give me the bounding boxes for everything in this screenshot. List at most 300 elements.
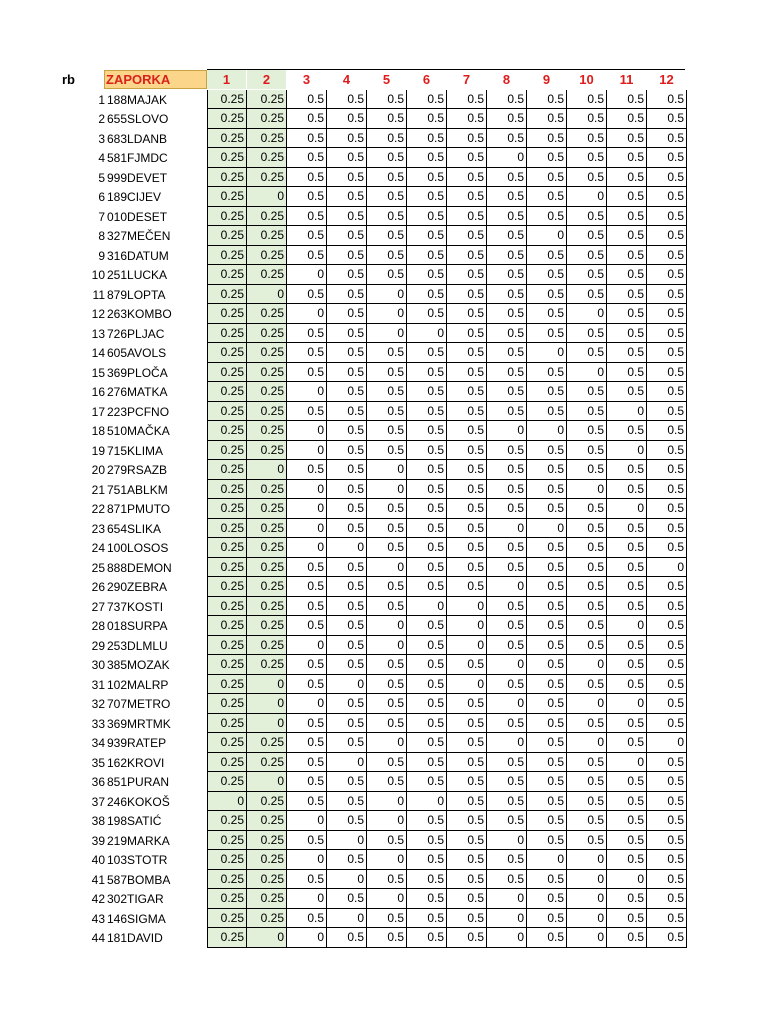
score-cell[interactable]: 0	[327, 909, 367, 929]
score-cell[interactable]: 0	[287, 265, 327, 285]
score-cell[interactable]: 0.5	[327, 655, 367, 675]
score-cell[interactable]: 0.5	[407, 246, 447, 266]
score-cell[interactable]: 0.5	[407, 850, 447, 870]
score-cell[interactable]: 0.5	[527, 207, 567, 227]
score-cell[interactable]: 0.5	[487, 636, 527, 656]
score-cell[interactable]: 0	[447, 597, 487, 617]
score-cell[interactable]: 0	[367, 636, 407, 656]
zaporka-cell[interactable]: 102MALRP	[107, 677, 169, 692]
score-cell[interactable]: 0.5	[647, 265, 687, 285]
score-cell[interactable]: 0.5	[327, 109, 367, 129]
score-cell[interactable]: 0.5	[567, 772, 607, 792]
row-number[interactable]: 2	[98, 112, 105, 126]
score-cell[interactable]: 0.5	[407, 519, 447, 539]
row-number[interactable]: 10	[91, 268, 105, 282]
score-cell[interactable]: 0.25	[247, 480, 287, 500]
score-cell[interactable]: 0.5	[447, 265, 487, 285]
score-cell[interactable]: 0.5	[287, 460, 327, 480]
score-cell[interactable]: 0.5	[647, 792, 687, 812]
score-cell[interactable]: 0.5	[487, 597, 527, 617]
score-cell[interactable]: 0.5	[487, 129, 527, 149]
score-cell[interactable]: 0	[247, 675, 287, 695]
score-cell[interactable]: 0	[607, 616, 647, 636]
score-cell[interactable]: 0.5	[527, 363, 567, 383]
score-cell[interactable]: 0.5	[607, 207, 647, 227]
score-cell[interactable]: 0	[247, 714, 287, 734]
zaporka-cell[interactable]: 510MAČKA	[107, 424, 170, 438]
row-number[interactable]: 5	[98, 170, 105, 185]
score-cell[interactable]: 0	[327, 753, 367, 773]
row-number[interactable]: 42	[91, 892, 105, 906]
score-cell[interactable]: 0.25	[247, 148, 287, 168]
score-cell[interactable]: 0.5	[407, 577, 447, 597]
zaporka-cell[interactable]: 146SIGMA	[107, 911, 166, 926]
score-cell[interactable]: 0.5	[527, 441, 567, 461]
score-cell[interactable]: 0.5	[487, 460, 527, 480]
score-cell[interactable]: 0.5	[607, 129, 647, 149]
zaporka-cell[interactable]: 219MARKA	[107, 833, 170, 848]
score-cell[interactable]: 0.5	[327, 343, 367, 363]
score-cell[interactable]: 0	[447, 675, 487, 695]
score-cell[interactable]: 0.5	[407, 148, 447, 168]
score-cell[interactable]: 0.5	[447, 538, 487, 558]
score-cell[interactable]: 0.5	[527, 928, 567, 948]
row-number[interactable]: 12	[91, 307, 105, 321]
zaporka-cell[interactable]: 327MEČEN	[107, 229, 171, 243]
score-cell[interactable]: 0.5	[447, 129, 487, 149]
score-cell[interactable]: 0.5	[447, 714, 487, 734]
score-cell[interactable]: 0.25	[207, 909, 247, 929]
score-cell[interactable]: 0.5	[447, 694, 487, 714]
score-cell[interactable]: 0.5	[647, 772, 687, 792]
score-cell[interactable]: 0.5	[567, 226, 607, 246]
score-cell[interactable]: 0.5	[527, 753, 567, 773]
zaporka-cell[interactable]: 654SLIKA	[107, 521, 162, 536]
score-cell[interactable]: 0	[367, 811, 407, 831]
score-cell[interactable]: 0.5	[607, 343, 647, 363]
score-cell[interactable]: 0	[367, 733, 407, 753]
score-cell[interactable]: 0.5	[447, 168, 487, 188]
row-number[interactable]: 32	[91, 697, 105, 711]
score-cell[interactable]: 0.5	[607, 558, 647, 578]
score-cell[interactable]: 0.5	[327, 460, 367, 480]
score-cell[interactable]: 0	[567, 655, 607, 675]
score-cell[interactable]: 0.25	[247, 597, 287, 617]
score-cell[interactable]: 0	[647, 558, 687, 578]
row-number[interactable]: 22	[91, 502, 105, 516]
score-cell[interactable]: 0.5	[647, 109, 687, 129]
score-cell[interactable]: 0.5	[407, 811, 447, 831]
score-cell[interactable]: 0	[567, 187, 607, 207]
row-number[interactable]: 25	[91, 560, 105, 575]
score-cell[interactable]: 0.5	[327, 285, 367, 305]
zaporka-cell[interactable]: 879LOPTA	[107, 287, 166, 302]
score-cell[interactable]: 0.5	[647, 460, 687, 480]
score-cell[interactable]: 0.5	[607, 363, 647, 383]
score-cell[interactable]: 0.5	[647, 343, 687, 363]
score-cell[interactable]: 0.5	[407, 441, 447, 461]
score-cell[interactable]: 0.5	[407, 772, 447, 792]
score-cell[interactable]: 0.5	[567, 714, 607, 734]
zaporka-cell[interactable]: 605AVOLS	[107, 346, 167, 360]
score-cell[interactable]: 0.5	[327, 441, 367, 461]
score-cell[interactable]: 0.25	[207, 772, 247, 792]
score-cell[interactable]: 0.5	[407, 168, 447, 188]
score-cell[interactable]: 0	[327, 538, 367, 558]
score-cell[interactable]: 0	[567, 304, 607, 324]
score-cell[interactable]: 0.5	[447, 324, 487, 344]
score-cell[interactable]: 0.5	[607, 324, 647, 344]
score-cell[interactable]: 0	[607, 441, 647, 461]
score-cell[interactable]: 0	[527, 421, 567, 441]
score-cell[interactable]: 0.5	[447, 655, 487, 675]
score-cell[interactable]: 0.5	[607, 733, 647, 753]
score-cell[interactable]: 0.5	[527, 324, 567, 344]
score-cell[interactable]: 0.5	[327, 616, 367, 636]
zaporka-cell[interactable]: 385MOZAK	[107, 658, 170, 672]
score-cell[interactable]: 0	[447, 636, 487, 656]
score-cell[interactable]: 0.5	[407, 343, 447, 363]
score-cell[interactable]: 0.5	[407, 753, 447, 773]
row-number[interactable]: 18	[91, 424, 105, 438]
score-cell[interactable]: 0.5	[287, 168, 327, 188]
score-cell[interactable]: 0.5	[287, 753, 327, 773]
score-cell[interactable]: 0	[607, 753, 647, 773]
score-cell[interactable]: 0	[247, 772, 287, 792]
score-cell[interactable]: 0	[367, 850, 407, 870]
score-cell[interactable]: 0.5	[287, 909, 327, 929]
score-cell[interactable]: 0.5	[527, 304, 567, 324]
score-cell[interactable]: 0.5	[327, 480, 367, 500]
score-cell[interactable]: 0	[367, 558, 407, 578]
score-cell[interactable]: 0	[367, 792, 407, 812]
score-cell[interactable]: 0.5	[447, 831, 487, 851]
score-cell[interactable]: 0.5	[447, 460, 487, 480]
row-number[interactable]: 40	[91, 853, 105, 867]
score-cell[interactable]: 0.5	[607, 90, 647, 110]
score-cell[interactable]: 0.5	[407, 109, 447, 129]
score-cell[interactable]: 0.5	[287, 285, 327, 305]
row-number[interactable]: 24	[91, 541, 105, 555]
score-cell[interactable]: 0.5	[487, 343, 527, 363]
score-cell[interactable]: 0.5	[447, 148, 487, 168]
score-cell[interactable]: 0.25	[207, 148, 247, 168]
score-cell[interactable]: 0	[287, 519, 327, 539]
score-cell[interactable]: 0.25	[207, 187, 247, 207]
score-cell[interactable]: 0	[447, 616, 487, 636]
column-header-4[interactable]: 4	[342, 72, 351, 87]
score-cell[interactable]: 0.5	[487, 811, 527, 831]
column-header-12[interactable]: 12	[659, 72, 674, 87]
score-cell[interactable]: 0	[527, 850, 567, 870]
score-cell[interactable]: 0.5	[287, 90, 327, 110]
score-cell[interactable]: 0.5	[367, 772, 407, 792]
score-cell[interactable]: 0.5	[367, 90, 407, 110]
score-cell[interactable]: 0.5	[647, 402, 687, 422]
score-cell[interactable]: 0.25	[207, 402, 247, 422]
score-cell[interactable]: 0.5	[287, 324, 327, 344]
score-cell[interactable]: 0	[567, 694, 607, 714]
score-cell[interactable]: 0.5	[487, 168, 527, 188]
zaporka-cell[interactable]: 939RATEP	[107, 736, 167, 750]
score-cell[interactable]: 0.5	[487, 714, 527, 734]
score-cell[interactable]: 0	[487, 694, 527, 714]
score-cell[interactable]: 0.5	[407, 694, 447, 714]
row-number[interactable]: 39	[91, 833, 105, 848]
score-cell[interactable]: 0.5	[607, 577, 647, 597]
score-cell[interactable]: 0.25	[207, 246, 247, 266]
score-cell[interactable]: 0.5	[527, 694, 567, 714]
score-cell[interactable]: 0.25	[247, 421, 287, 441]
score-cell[interactable]: 0.25	[207, 538, 247, 558]
score-cell[interactable]: 0.5	[367, 246, 407, 266]
score-cell[interactable]: 0.5	[567, 636, 607, 656]
score-cell[interactable]: 0.5	[647, 129, 687, 149]
score-cell[interactable]: 0.5	[487, 772, 527, 792]
score-cell[interactable]: 0.5	[567, 207, 607, 227]
score-cell[interactable]: 0.25	[207, 285, 247, 305]
score-cell[interactable]: 0	[247, 694, 287, 714]
score-cell[interactable]: 0.5	[367, 441, 407, 461]
score-cell[interactable]: 0.25	[247, 850, 287, 870]
score-cell[interactable]: 0	[487, 909, 527, 929]
row-number[interactable]: 3	[98, 131, 105, 146]
column-header-5[interactable]: 5	[382, 72, 391, 87]
score-cell[interactable]: 0.5	[607, 811, 647, 831]
score-cell[interactable]: 0.5	[527, 168, 567, 188]
score-cell[interactable]: 0.5	[407, 363, 447, 383]
score-cell[interactable]: 0	[567, 889, 607, 909]
score-cell[interactable]: 0.5	[447, 109, 487, 129]
zaporka-cell[interactable]: 683LDANB	[107, 131, 168, 146]
score-cell[interactable]: 0.5	[567, 538, 607, 558]
score-cell[interactable]: 0.5	[287, 597, 327, 617]
score-cell[interactable]: 0.5	[527, 538, 567, 558]
score-cell[interactable]: 0.5	[447, 889, 487, 909]
score-cell[interactable]: 0.5	[567, 129, 607, 149]
score-cell[interactable]: 0.25	[207, 636, 247, 656]
score-cell[interactable]: 0.5	[567, 577, 607, 597]
row-number[interactable]: 41	[91, 872, 105, 887]
score-cell[interactable]: 0.5	[367, 928, 407, 948]
score-cell[interactable]: 0.25	[207, 129, 247, 149]
score-cell[interactable]: 0.5	[327, 733, 367, 753]
score-cell[interactable]: 0.5	[647, 519, 687, 539]
score-cell[interactable]: 0.5	[447, 304, 487, 324]
score-cell[interactable]: 0	[407, 597, 447, 617]
score-cell[interactable]: 0.5	[407, 285, 447, 305]
score-cell[interactable]: 0.5	[607, 928, 647, 948]
row-number[interactable]: 27	[91, 599, 105, 614]
score-cell[interactable]: 0.5	[327, 636, 367, 656]
score-cell[interactable]: 0.5	[487, 441, 527, 461]
score-cell[interactable]: 0.25	[207, 675, 247, 695]
score-cell[interactable]: 0.5	[327, 811, 367, 831]
score-cell[interactable]: 0	[487, 831, 527, 851]
score-cell[interactable]: 0.5	[287, 246, 327, 266]
row-number[interactable]: 9	[98, 248, 105, 263]
score-cell[interactable]: 0	[567, 850, 607, 870]
score-cell[interactable]: 0.5	[487, 265, 527, 285]
score-cell[interactable]: 0	[367, 460, 407, 480]
column-header-1[interactable]: 1	[207, 70, 246, 89]
score-cell[interactable]: 0.5	[287, 675, 327, 695]
score-cell[interactable]: 0.5	[407, 480, 447, 500]
score-cell[interactable]: 0.5	[607, 226, 647, 246]
score-cell[interactable]: 0.5	[287, 226, 327, 246]
score-cell[interactable]: 0.25	[207, 109, 247, 129]
row-number[interactable]: 11	[92, 287, 105, 302]
zaporka-cell[interactable]: 246KOKOŠ	[107, 794, 170, 809]
score-cell[interactable]: 0.5	[647, 928, 687, 948]
score-cell[interactable]: 0.5	[487, 382, 527, 402]
zaporka-cell[interactable]: 276MATKA	[107, 385, 168, 399]
score-cell[interactable]: 0.5	[487, 90, 527, 110]
score-cell[interactable]: 0.5	[287, 558, 327, 578]
zaporka-cell[interactable]: 316DATUM	[107, 248, 169, 263]
score-cell[interactable]: 0.5	[527, 148, 567, 168]
score-cell[interactable]: 0.5	[487, 207, 527, 227]
score-cell[interactable]: 0.5	[287, 402, 327, 422]
score-cell[interactable]: 0.25	[247, 402, 287, 422]
score-cell[interactable]: 0.5	[447, 928, 487, 948]
score-cell[interactable]: 0.5	[567, 265, 607, 285]
score-cell[interactable]: 0.5	[367, 265, 407, 285]
score-cell[interactable]: 0	[567, 870, 607, 890]
column-header-3[interactable]: 3	[302, 72, 311, 87]
score-cell[interactable]: 0.5	[607, 831, 647, 851]
score-cell[interactable]: 0.5	[327, 694, 367, 714]
score-cell[interactable]: 0.5	[407, 499, 447, 519]
score-cell[interactable]: 0.5	[287, 616, 327, 636]
score-cell[interactable]: 0.25	[247, 870, 287, 890]
row-number[interactable]: 36	[91, 775, 105, 789]
score-cell[interactable]: 0.5	[407, 538, 447, 558]
score-cell[interactable]: 0.5	[447, 909, 487, 929]
score-cell[interactable]: 0.5	[647, 597, 687, 617]
row-number[interactable]: 35	[91, 755, 105, 770]
row-number[interactable]: 1	[98, 92, 105, 107]
score-cell[interactable]: 0.5	[527, 616, 567, 636]
score-cell[interactable]: 0.25	[247, 168, 287, 188]
score-cell[interactable]: 0.5	[367, 753, 407, 773]
score-cell[interactable]: 0.5	[407, 831, 447, 851]
score-cell[interactable]: 0.5	[647, 148, 687, 168]
score-cell[interactable]: 0.5	[367, 109, 407, 129]
score-cell[interactable]: 0.5	[327, 246, 367, 266]
score-cell[interactable]: 0.5	[487, 187, 527, 207]
score-cell[interactable]: 0.5	[527, 831, 567, 851]
score-cell[interactable]: 0.25	[247, 90, 287, 110]
score-cell[interactable]: 0.25	[207, 499, 247, 519]
score-cell[interactable]: 0.5	[407, 616, 447, 636]
score-cell[interactable]: 0.25	[247, 538, 287, 558]
score-cell[interactable]: 0.5	[647, 421, 687, 441]
score-cell[interactable]: 0.5	[367, 831, 407, 851]
score-cell[interactable]: 0.25	[247, 129, 287, 149]
score-cell[interactable]: 0.5	[407, 675, 447, 695]
score-cell[interactable]: 0.5	[607, 538, 647, 558]
row-number[interactable]: 15	[91, 365, 105, 380]
score-cell[interactable]: 0.5	[367, 148, 407, 168]
score-cell[interactable]: 0.25	[247, 382, 287, 402]
score-cell[interactable]: 0.25	[207, 928, 247, 948]
score-cell[interactable]: 0.5	[567, 753, 607, 773]
score-cell[interactable]: 0.5	[527, 558, 567, 578]
score-cell[interactable]: 0.5	[527, 889, 567, 909]
zaporka-cell[interactable]: 181DAVID	[107, 931, 163, 945]
column-header-10[interactable]: 10	[579, 72, 594, 87]
score-cell[interactable]: 0.25	[247, 889, 287, 909]
score-cell[interactable]: 0.5	[607, 148, 647, 168]
row-number[interactable]: 26	[91, 580, 105, 594]
score-cell[interactable]: 0.5	[367, 421, 407, 441]
score-cell[interactable]: 0.5	[327, 577, 367, 597]
score-cell[interactable]: 0.5	[447, 772, 487, 792]
score-cell[interactable]: 0.5	[527, 597, 567, 617]
score-cell[interactable]: 0.5	[527, 811, 567, 831]
score-cell[interactable]: 0.25	[207, 480, 247, 500]
score-cell[interactable]: 0.5	[447, 558, 487, 578]
score-cell[interactable]: 0	[287, 694, 327, 714]
score-cell[interactable]: 0.5	[567, 90, 607, 110]
score-cell[interactable]: 0	[207, 792, 247, 812]
score-cell[interactable]: 0.5	[567, 343, 607, 363]
score-cell[interactable]: 0.5	[367, 597, 407, 617]
score-cell[interactable]: 0	[327, 870, 367, 890]
score-cell[interactable]: 0.5	[407, 304, 447, 324]
score-cell[interactable]: 0.25	[207, 265, 247, 285]
score-cell[interactable]: 0.5	[407, 636, 447, 656]
score-cell[interactable]: 0	[607, 499, 647, 519]
score-cell[interactable]: 0	[287, 441, 327, 461]
score-cell[interactable]: 0.5	[527, 285, 567, 305]
score-cell[interactable]: 0.5	[607, 421, 647, 441]
zaporka-cell[interactable]: 587BOMBA	[107, 872, 171, 887]
score-cell[interactable]: 0.5	[607, 792, 647, 812]
score-cell[interactable]: 0	[607, 694, 647, 714]
score-cell[interactable]: 0.5	[287, 363, 327, 383]
score-cell[interactable]: 0.5	[327, 226, 367, 246]
score-cell[interactable]: 0	[527, 226, 567, 246]
score-cell[interactable]: 0.5	[607, 187, 647, 207]
score-cell[interactable]: 0.5	[367, 226, 407, 246]
score-cell[interactable]: 0.25	[207, 597, 247, 617]
score-cell[interactable]: 0.5	[607, 889, 647, 909]
score-cell[interactable]: 0.5	[607, 597, 647, 617]
row-number[interactable]: 14	[91, 346, 105, 360]
score-cell[interactable]: 0.5	[447, 343, 487, 363]
row-number[interactable]: 7	[98, 209, 105, 224]
score-cell[interactable]: 0	[247, 187, 287, 207]
score-cell[interactable]: 0.5	[407, 889, 447, 909]
score-cell[interactable]: 0.5	[447, 285, 487, 305]
score-cell[interactable]: 0.25	[207, 714, 247, 734]
score-cell[interactable]: 0.5	[647, 538, 687, 558]
zaporka-cell[interactable]: 010DESET	[107, 209, 168, 224]
score-cell[interactable]: 0.5	[447, 811, 487, 831]
score-cell[interactable]: 0.5	[647, 90, 687, 110]
score-cell[interactable]: 0.5	[447, 792, 487, 812]
row-number[interactable]: 34	[91, 736, 105, 750]
score-cell[interactable]: 0.5	[487, 499, 527, 519]
zaporka-cell[interactable]: 751ABLKM	[107, 482, 168, 497]
score-cell[interactable]: 0.5	[527, 909, 567, 929]
score-cell[interactable]: 0	[287, 304, 327, 324]
score-cell[interactable]: 0.5	[647, 655, 687, 675]
score-cell[interactable]: 0.5	[527, 772, 567, 792]
zaporka-cell[interactable]: 888DEMON	[107, 560, 172, 575]
